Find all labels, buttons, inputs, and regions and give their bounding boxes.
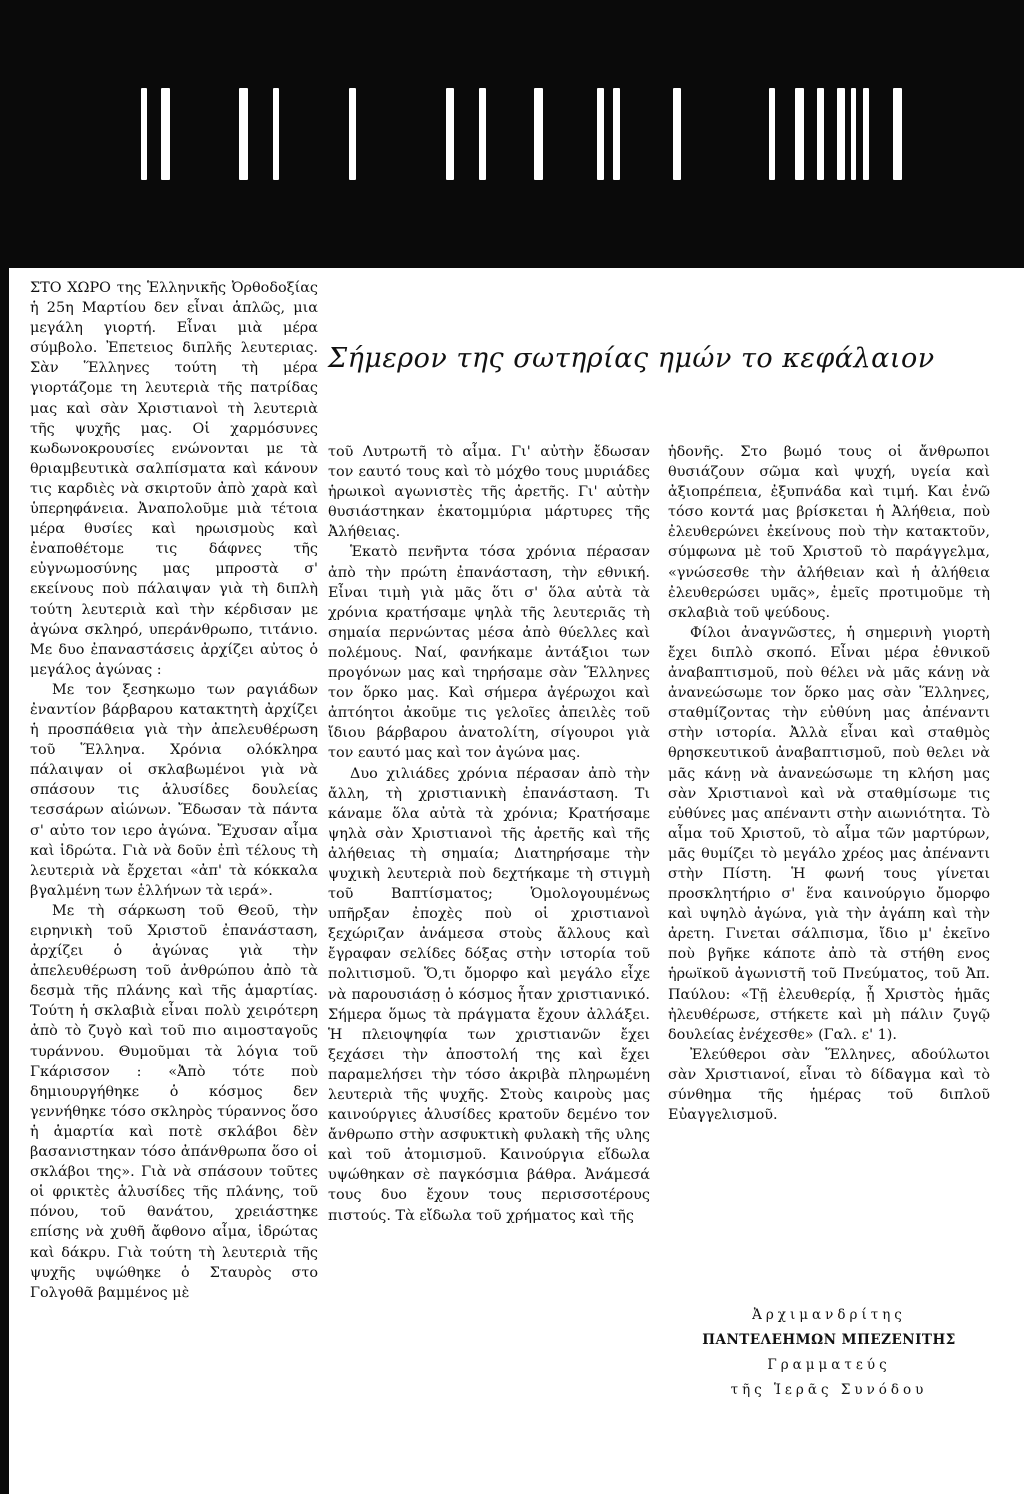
header-bar [613, 88, 620, 180]
header-bar-pattern [9, 0, 1024, 268]
article-column-3 [668, 442, 990, 1125]
author-organization: τῆς Ἱερᾶς Συνόδου [730, 1382, 928, 1398]
paragraph: ἡδονῆς. Στο βωμό τους οἱ ἄνθρωποι θυσιάζουν σῶμα καὶ ψυχή, υγεία καὶ ἀξιοπρέπεια, ἐξυπνάδα καὶ τιμή. Και ἐνῶ τόσο κοντά μας βρίσκεται ἡ Ἀλήθεια, ποὺ ἐλευθερώνει ἐκείνους ποὺ τὴν κατακτοῦν, σύμφωνα μὲ τοῦ Χριστοῦ τὸ παράγγελμα, «γνώσεσθε τὴν ἀλήθειαν καὶ ἡ ἀλήθεια ἐλευθερώσει υμᾶς», ἐμεῖς προτιμοῦμε τὴ σκλαβιὰ τοῦ ψεύδους. [668, 444, 990, 621]
header-bar [273, 88, 279, 180]
paragraph: Φίλοι ἀναγνῶστες, ἡ σημερινὴ γιορτὴ ἔχει διπλὸ σκοπό. Εἶναι μέρα ἐθνικοῦ ἀναβαπτισμοῦ, ποὺ θέλει νὰ μᾶς κάνῃ νὰ ἀνανεώσωμε τον ὅρκο μας σὰν Ἕλληνες, σταθμίζοντας τὴν εὐθύνη μας ἀπέναντι στὴν ιστορία. Ἀλλὰ εἶναι καὶ σταθμὸς θρησκευτικοῦ ἀναβαπτισμοῦ, ποὺ θελει νὰ μᾶς κάνῃ νὰ ἀνανεώσωμε τη κλήση μας σὰν Χριστιανοὶ καὶ νὰ σταθμίσωμε τις εὐθύνες μας απέναντι στὴν αιωνιότητα. Τὸ αἷμα τοῦ Χριστοῦ, τὸ αἷμα τῶν μαρτύρων, μᾶς θυμίζει τὸ μεγάλο χρέος μας ἀπέναντι στὴν Πίστη. Ἡ φωνή τους γίνεται προσκλητήριο σ' ἕνα καινούργιο ὄμορφο καὶ υψηλὸ ἀγώνα, γιὰ τὴν ἀγάπη καὶ τὴν ἀρετη. Γινεται σάλπισμα, ἴδιο μ' ἐκεῖνο ποὺ βγῆκε κάποτε ἀπὸ τὰ στήθη ενος ἡρωϊκοῦ ἀγωνιστῆ τοῦ Πνεύματος, τοῦ Ἀπ. Παύλου: «Τῇ ἐλευθερίᾳ, ᾗ Χριστὸς ἡμᾶς ἠλευθέρωσε, στήκετε καὶ μὴ πάλιν ζυγῷ δουλείας ἐνέχεσθε» (Γαλ. ε' 1). [668, 624, 990, 1043]
header-bar [795, 88, 804, 180]
header-bar [446, 88, 454, 180]
paragraph: Ἑκατὸ πενῆντα τόσα χρόνια πέρασαν ἀπὸ τὴν πρώτη ἐπανάσταση, τὴν εθνική. Εἶναι τιμὴ γιὰ μᾶς ὅτι σ' ὅλα αὐτὰ τὰ χρόνια κρατήσαμε ψηλὰ τῆς λευτεριᾶς τὴ σημαία περνώντας μέσα ἀπὸ θύελλες καὶ πολέμους. Ναί, φανήκαμε ἀντάξιοι των προγόνων μας καὶ τηρήσαμε σὰν Ἕλληνες τον ὅρκο μας. Καὶ σήμερα ἀγέρωχοι καὶ ἀπτόητοι ἀκοῦμε τις γελοῖες ἀπειλὲς τοῦ ἴδιου βάρβαρου ἀνατολίτη, σίγουροι γιὰ τον εαυτό μας καὶ τον ἀγώνα μας. [328, 544, 650, 762]
author-role: Γραμματεύς [767, 1357, 891, 1373]
paragraph: ΣΤΟ ΧΩΡΟ της Ἑλληνικῆς Ὀρθοδοξίας ἡ 25η Μαρτίου δεν εἶναι ἁπλῶς, μια μεγάλη γιορτή. Εἶναι μιὰ μέρα σύμβολο. Ἐπετειος διπλῆς λευτεριας. Σὰν Ἕλληνες τούτη τὴ μέρα γιορτάζομε τη λευτεριὰ τῆς πατρίδας μας καὶ σὰν Χριστιανοὶ τὴ λευτεριὰ τῆς ψυχῆς μας. Οἱ χαρμόσυνες κωδωνοκρουσίες ενώνονται με τὰ θριαμβευτικὰ σαλπίσματα καὶ κάνουν τις καρδιὲς νὰ σκιρτοῦν ἀπὸ χαρὰ καὶ ὑπερηφάνεια. Ἀναπολοῦμε μιὰ τέτοια μέρα θυσίες καὶ ηρωισμοὺς καὶ ἐναποθέτομε τις δάφνες τῆς εὐγνωμοσύνης μας μπροστὰ σ' εκείνους ποὺ πάλαιψαν γιὰ τὴ διπλὴ τούτη λευτεριὰ καὶ τὴν κέρδισαν με ἀγώνα σκληρό, υπεράνθρωπο, τιτάνιο. Με δυο ἐπαναστάσεις ἀρχίζει αὐτος ὁ μεγάλος ἀγώνας : [30, 280, 318, 678]
left-margin-rule [0, 0, 9, 1494]
header-bar [161, 88, 170, 180]
header-bar [534, 88, 543, 180]
header-banner [9, 0, 1024, 268]
header-bar [349, 88, 356, 180]
article-column-2 [328, 442, 650, 1226]
header-bar [851, 88, 856, 180]
header-bar [769, 88, 775, 180]
paragraph: Δυο χιλιάδες χρόνια πέρασαν ἀπὸ τὴν ἄλλη, τὴ χριστιανικὴ ἐπανάσταση. Τι κάναμε ὅλα αὐτὰ τὰ χρόνια; Κρατήσαμε ψηλὰ σὰν Χριστιανοὶ τῆς ἀρετῆς καὶ τῆς ἀλήθειας τὴ σημαία; Διατηρήσαμε τὴν ψυχικὴ λευτεριὰ ποὺ δεχτήκαμε τὴ στιγμὴ τοῦ Βαπτίσματος; Ὁμολογουμένως υπῆρξαν ἐποχὲς ποὺ οἱ χριστιανοὶ ξεχώριζαν ἀνάμεσα στοὺς ἄλλους καὶ ἔγραφαν σελίδες δόξας στὴν ιστορία τοῦ πολιτισμοῦ. Ὅ,τι ὄμορφο καὶ μεγάλο εἶχε νὰ παρουσιάσῃ ὁ κόσμος ἦταν χριστιανικό. Σήμερα ὅμως τὰ πράγματα ἔχουν ἀλλάξει. Ἡ πλειοψηφία των χριστιανῶν ἔχει ξεχάσει τὴν ἀποστολή της καὶ ἔχει παραμελήσει τὴν τόσο ἀκριβὰ πληρωμένη λευτεριὰ τῆς ψυχῆς. Στοὺς καιροὺς μας καινούργιες ἁλυσίδες κρατοῦν δεμένο τον ἄνθρωπο στὴν ασφυκτικὴ φυλακὴ τῆς υλης καὶ τοῦ ἀτομισμοῦ. Καινούργια εἴδωλα υψώθηκαν σὲ παγκόσμια βάθρα. Ἀνάμεσά τους δυο ἔχουν τους περισσοτέρους πιστούς. Τὰ εἴδωλα τοῦ χρήματος καὶ τῆς [328, 765, 650, 1224]
paragraph: Με τον ξεσηκωμο των ραγιάδων ἐναντίον βάρβαρου κατακτητὴ ἀρχίζει ἡ προσπάθεια γιὰ τὴν ἀπελευθέρωση τοῦ Ἕλληνα. Χρόνια ολόκληρα πάλαιψαν οἱ σκλαβωμένοι γιὰ νὰ σπάσουν τις ἁλυσίδες δουλείας τεσσάρων αἰώνων. Ἔδωσαν τὰ πάντα σ' αὐτο τον ιερο ἀγώνα. Ἔχυσαν αἷμα καὶ ἱδρώτα. Γιὰ νὰ δοῦν ἐπὶ τέλους τὴ λευτεριὰ νὰ ἔρχεται «ἀπ' τὰ κόκκαλα βγαλμένη των ἑλλήνων τὰ ιερά». [30, 681, 318, 899]
header-bar [479, 88, 486, 180]
header-bar [239, 88, 248, 180]
author-title: Ἀρχιμανδρίτης [752, 1307, 906, 1323]
author-signature [668, 1303, 990, 1403]
paragraph: Με τὴ σάρκωση τοῦ Θεοῦ, τὴν ειρηνικὴ τοῦ Χριστοῦ ἐπανάσταση, ἀρχίζει ὁ ἀγώνας γιὰ τὴν ἀπελευθέρωση τοῦ ἀνθρώπου ἀπὸ τὰ δεσμὰ τῆς πλάνης καὶ τῆς ἁμαρτίας. Τούτη ἡ σκλαβιὰ εἶναι πολὺ χειρότερη ἀπὸ τὸ ζυγὸ καὶ τοῦ πιο αιμοσταγοῦς τυράννου. Θυμοῦμαι τὰ λόγια τοῦ Γκάρισσον : «Ἀπὸ τότε ποὺ δημιουργήθηκε ὁ κόσμος δεν γεννήθηκε τόσο σκληρὸς τύραννος ὅσο ἡ ἁμαρτία καὶ ποτὲ σκλάβοι δὲν βασανιστηκαν τόσο ἀπάνθρωπα ὅσο οἱ σκλάβοι της». Γιὰ νὰ σπάσουν τοῦτες οἱ φρικτὲς ἁλυσίδες τῆς πλάνης, τοῦ πόνου, τοῦ θανάτου, χρειάστηκε επίσης νὰ χυθῆ ἄφθονο αἷμα, ἱδρώτας καὶ δάκρυ. Γιὰ τούτη τὴ λευτεριὰ τῆς ψυχῆς υψώθηκε ὁ Σταυρὸς στο Γολγοθᾶ βαμμένος μὲ [30, 902, 318, 1301]
header-bar [837, 88, 845, 180]
header-bar [141, 88, 147, 180]
paragraph: Ἐλεύθεροι σὰν Ἕλληνες, αδούλωτοι σὰν Χριστιανοί, εἶναι τὸ δίδαγμα καὶ τὸ σύνθημα τῆς ἡμέρας τοῦ διπλοῦ Εὐαγγελισμοῦ. [668, 1046, 990, 1124]
article-column-1 [30, 278, 318, 1303]
header-bar [597, 88, 604, 180]
author-name: ΠΑΝΤΕΛΕΗΜΩΝ ΜΠΕΖΕΝΙΤΗΣ [702, 1332, 956, 1348]
header-bar [893, 88, 902, 180]
article-headline: Σήμερον της σωτηρίας ημών το κεφάλαιον [328, 343, 935, 374]
header-bar [817, 88, 824, 180]
header-bar [673, 88, 681, 180]
paragraph: τοῦ Λυτρωτῆ τὸ αἷμα. Γι' αὐτὴν ἔδωσαν τον εαυτό τους καὶ τὸ μόχθο τους μυριάδες ἡρωικοὶ αγωνιστὲς τῆς ἀρετῆς. Γι' αὐτὴν θυσιάστηκαν ἑκατομμύρια μάρτυρες τῆς Ἀλήθειας. [328, 444, 650, 541]
header-bar [863, 88, 869, 180]
